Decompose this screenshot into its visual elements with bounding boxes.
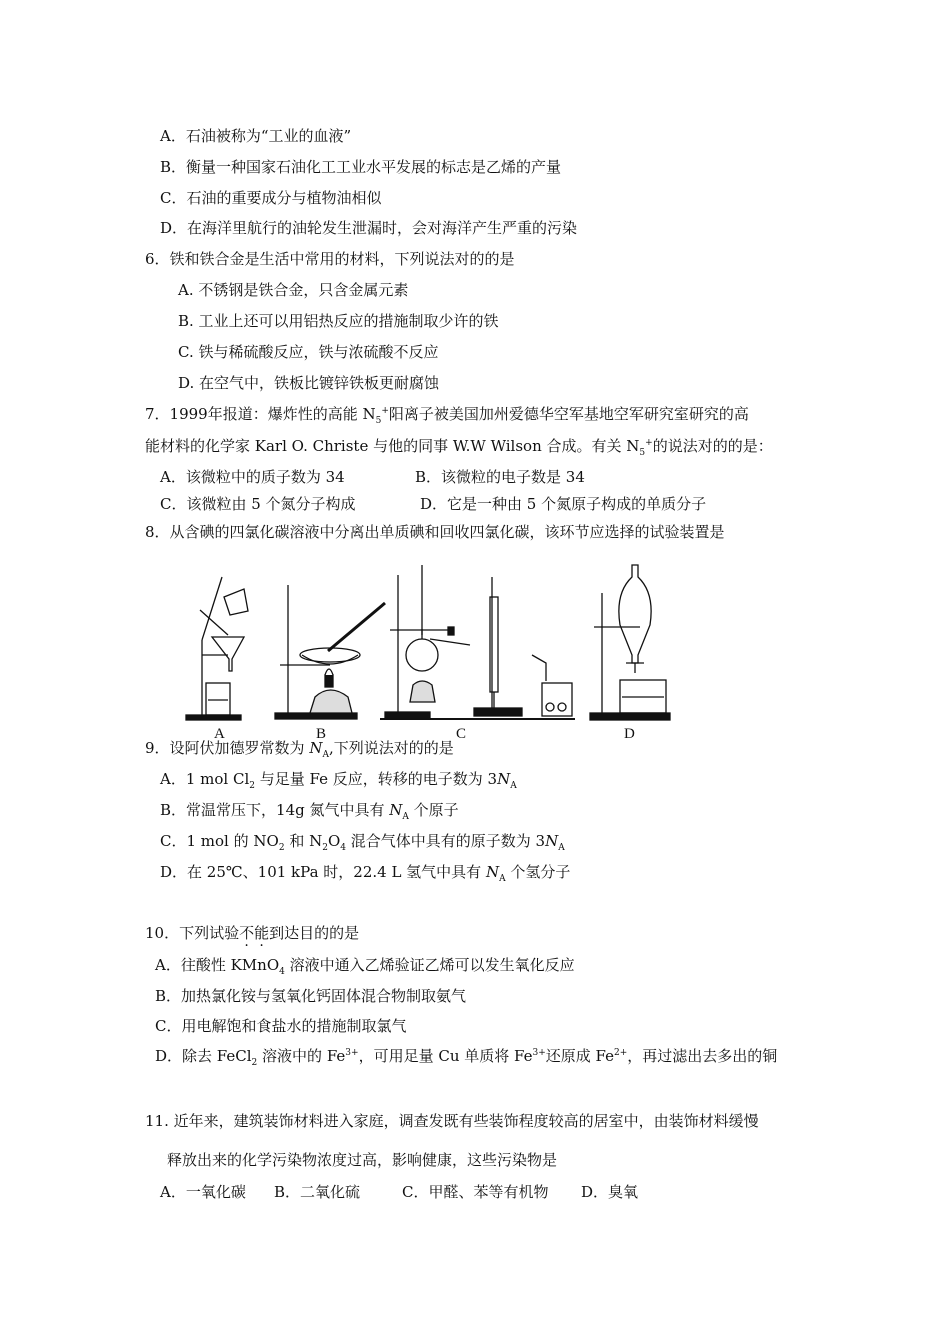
q9-option-a: A．1 mol $Cl_2$ 与足量 Fe 反应，转移的电子数为 $3N_A$ — [160, 770, 517, 791]
q6-option-a: A. 不锈钢是铁合金，只含金属元素 — [178, 281, 409, 299]
q7-option-c: C．该微粒由 5 个氮分子构成 — [160, 495, 356, 513]
q10-option-c: C．用电解饱和食盐水的措施制取氯气 — [155, 1017, 407, 1035]
apparatus-d-separatory-funnel — [590, 565, 670, 720]
apparatus-c-distillation — [380, 565, 575, 719]
q5-option-c: C．石油的重要成分与植物油相似 — [160, 189, 382, 207]
q5-option-a: A．石油被称为“工业的血液” — [160, 127, 352, 145]
q6-stem: 6．铁和铁合金是生活中常用的材料，下列说法对的的是 — [145, 250, 515, 268]
q7-option-d: D．它是一种由 5 个氮原子构成的单质分子 — [420, 495, 707, 513]
q10-option-d: D．除去 FeCl$_2$ 溶液中的 $Fe^{3+}$，可用足量 Cu 单质将 $Fe^{3+}$还原成 $Fe^{2+}$，再过滤出去多出的铜 — [155, 1047, 778, 1068]
apparatus-b-evaporation — [275, 585, 385, 719]
q6-option-c: C. 铁与稀硫酸反应，铁与浓硫酸不反应 — [178, 343, 439, 361]
q7-option-a: A．该微粒中的质子数为 34 — [160, 468, 345, 486]
q10-option-b: B．加热氯化铵与氢氧化钙固体混合物制取氨气 — [155, 987, 467, 1005]
q9-stem: 9．设阿伏加德罗常数为 $N_A$,下列说法对的的是 — [145, 739, 454, 760]
label-c: C — [456, 726, 467, 740]
apparatus-figure — [180, 555, 680, 740]
q9-option-c: C．1 mol 的 $NO_2$ 和 $N_2O_4$ 混合气体中具有的原子数为 $3N_A$ — [160, 832, 565, 853]
q5-option-b: B．衡量一种国家石油化工工业水平发展的标志是乙烯的产量 — [160, 158, 562, 176]
q7-stem-line2: 能材料的化学家 Karl O. Christe 与他的同事 W.W Wilson 合成。有关 $N_5^+$的说法对的的是： — [145, 437, 773, 458]
q11-option-a: A．一氧化碳 — [160, 1183, 246, 1201]
q6-option-d: D. 在空气中，铁板比镀锌铁板更耐腐蚀 — [178, 374, 440, 392]
q8-stem: 8．从含碘的四氯化碳溶液中分离出单质碘和回收四氯化碳，该环节应选择的试验装置是 — [145, 523, 725, 541]
q11-option-c: C．甲醛、苯等有机物 — [402, 1183, 549, 1201]
q11-option-d: D．臭氧 — [581, 1183, 639, 1201]
q10-option-a: A．往酸性 KMnO$_4$ 溶液中通入乙烯验证乙烯可以发生氧化反应 — [155, 956, 575, 977]
label-b: B — [316, 726, 327, 740]
q11-stem-line1: 11. 近年来，建筑装饰材料进入家庭，调查发既有些装饰程度较高的居室中，由装饰材料缓慢 — [145, 1112, 759, 1130]
apparatus-a-filtration — [186, 577, 248, 720]
q7-option-b: B．该微粒的电子数是 34 — [415, 468, 585, 486]
label-a: A — [214, 726, 225, 740]
q11-stem-line2: 释放出来的化学污染物浓度过高，影响健康，这些污染物是 — [167, 1151, 558, 1169]
q10-stem: 10．下列试验不能到达目的的是 — [145, 924, 360, 942]
q6-option-b: B. 工业上还可以用铝热反应的措施制取少许的铁 — [178, 312, 499, 330]
q11-option-b: B．二氧化硫 — [274, 1183, 361, 1201]
q9-option-d: D．在 25℃、101 kPa 时，22.4 L 氢气中具有 $N_A$ 个氢分子 — [160, 863, 571, 884]
label-d: D — [624, 726, 635, 740]
q9-option-b: B．常温常压下，14g 氮气中具有 $N_A$ 个原子 — [160, 801, 459, 822]
q5-option-d: D．在海洋里航行的油轮发生泄漏时，会对海洋产生严重的污染 — [160, 219, 578, 237]
q7-stem-line1: 7．1999年报道：爆炸性的高能 $N_5^+$阳离子被美国加州爱德华空军基地空军研究室研究的高 — [145, 405, 749, 426]
